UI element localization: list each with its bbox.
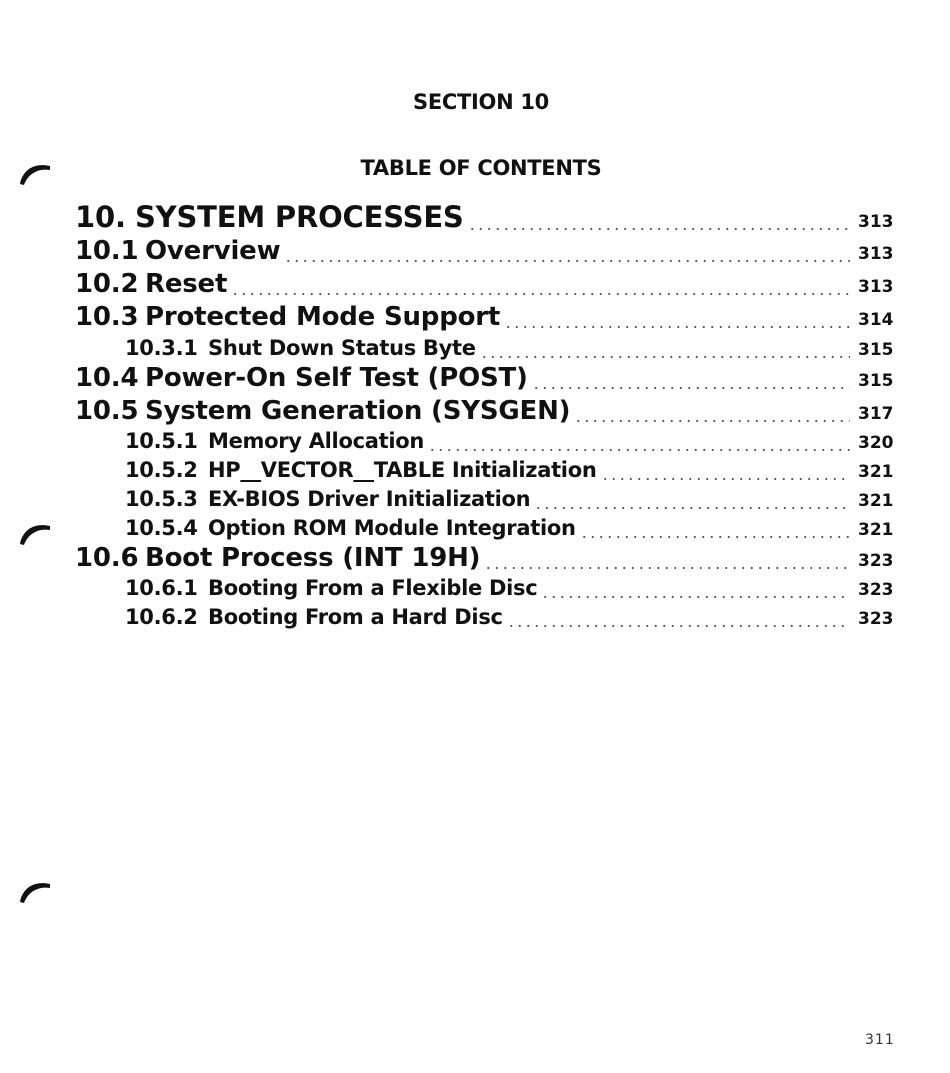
toc-entry-number: 10.6 [75, 543, 139, 573]
toc-entry[interactable] [75, 269, 894, 301]
toc-entry-title: EX-BIOS Driver Initialization [208, 487, 531, 511]
toc-entry-page: 313 [858, 244, 894, 264]
toc-entry-page: 321 [858, 491, 894, 511]
dot-leader [507, 625, 850, 627]
toc-entry-title: Booting From a Flexible Disc [208, 576, 538, 600]
toc-entry-sub[interactable] [125, 576, 894, 604]
toc-entry-number: 10.6.1 [125, 576, 198, 600]
page-number: 311 [865, 1032, 895, 1048]
toc-entry-sub[interactable] [125, 605, 894, 633]
dot-leader [480, 356, 850, 358]
toc-entry-sub[interactable] [125, 429, 894, 457]
toc-entry-sub[interactable] [125, 487, 894, 515]
dot-leader [428, 449, 850, 451]
toc-heading: TABLE OF CONTENTS [360, 156, 602, 180]
toc-entry-page: 313 [858, 212, 894, 232]
toc-entry-number: 10.1 [75, 236, 139, 266]
toc-entry[interactable] [75, 396, 894, 428]
toc-entry-title: Memory Allocation [208, 429, 425, 453]
toc-entry-title: Protected Mode Support [145, 302, 501, 332]
toc-entry-number: 10.6.2 [125, 605, 198, 629]
dot-leader [534, 507, 850, 509]
toc-entry-number: 10.5 [75, 396, 139, 426]
toc-entry-title: Option ROM Module Integration [208, 516, 576, 540]
toc-entry-page: 314 [858, 310, 894, 330]
toc-entry-number: 10.5.1 [125, 429, 198, 453]
toc-entry-title: Boot Process (INT 19H) [145, 543, 481, 573]
dot-leader [601, 478, 851, 480]
toc-entry-title: Overview [145, 236, 281, 266]
toc-entry-number: 10.3.1 [125, 336, 198, 360]
toc-entry-page: 323 [858, 551, 894, 571]
dot-leader [484, 567, 850, 569]
dot-leader [504, 326, 850, 328]
toc-entry-page: 315 [858, 371, 894, 391]
dot-leader [541, 596, 850, 598]
toc-entry[interactable] [75, 302, 894, 334]
toc-entry-title: SYSTEM PROCESSES [135, 200, 464, 234]
toc-entry-number: 10.3 [75, 302, 139, 332]
toc-entry-chapter[interactable] [75, 200, 894, 236]
toc-entry-sub[interactable] [125, 458, 894, 486]
toc-entry-page: 323 [858, 609, 894, 629]
toc-entry-sub[interactable] [125, 516, 894, 544]
dot-leader [284, 260, 850, 262]
dot-leader [468, 228, 850, 230]
toc-entry[interactable] [75, 363, 894, 395]
toc-entry-number: 10.5.3 [125, 487, 198, 511]
toc-entry-number: 10.2 [75, 269, 139, 299]
toc-entry-title: Reset [145, 269, 228, 299]
toc-entry-page: 323 [858, 580, 894, 600]
toc-entry-page: 320 [858, 433, 894, 453]
toc-entry-page: 315 [858, 340, 894, 360]
toc-entry-page: 317 [858, 404, 894, 424]
toc-entry-title: HP__VECTOR__TABLE Initialization [208, 458, 597, 482]
dot-leader [580, 536, 850, 538]
dot-leader [574, 420, 850, 422]
toc-entry-number: 10.4 [75, 363, 139, 393]
toc-entry-page: 321 [858, 462, 894, 482]
dot-leader [231, 293, 850, 295]
toc-entry-number: 10. [75, 200, 126, 234]
toc-entry-title: Booting From a Hard Disc [208, 605, 503, 629]
toc-entry-page: 313 [858, 277, 894, 297]
toc-entry-number: 10.5.2 [125, 458, 198, 482]
toc-entry-title: Power-On Self Test (POST) [145, 363, 528, 393]
toc-entry-number: 10.5.4 [125, 516, 198, 540]
toc-entry[interactable] [75, 236, 894, 268]
toc-entry-title: System Generation (SYSGEN) [145, 396, 571, 426]
dot-leader [532, 387, 850, 389]
toc-entry-page: 321 [858, 520, 894, 540]
section-label: SECTION 10 [413, 90, 549, 114]
toc-entry-title: Shut Down Status Byte [208, 336, 476, 360]
toc-entry[interactable] [75, 543, 894, 575]
toc-entry-sub[interactable] [125, 336, 894, 364]
